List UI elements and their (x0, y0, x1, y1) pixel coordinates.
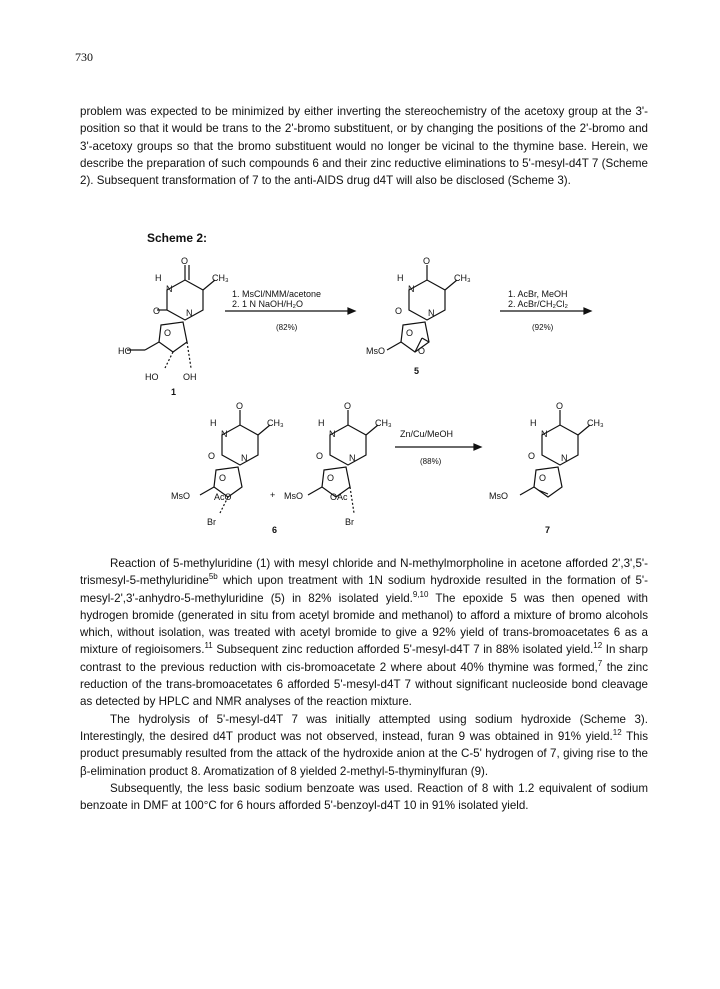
atom-o: O (406, 328, 414, 338)
atom-br: Br (207, 517, 216, 527)
paragraph-benzoate: Subsequently, the less basic sodium benzoate was used. Reaction of 8 with 1.2 equivalent of sodium benzoate in DMF at 100°C for 6 hours afforded 5'-benzoyl-d4T 10 in 91% isolated yield. (80, 781, 648, 813)
atom-h: H (530, 418, 537, 428)
compound-label-6: 6 (272, 525, 278, 535)
atom-mso: MsO (284, 491, 303, 501)
compound-label-1: 1 (171, 387, 177, 397)
step1-reagent-2: 2. 1 N NaOH/H₂O (232, 299, 304, 309)
atom-o: O (153, 306, 161, 316)
atom-o: O (327, 473, 335, 483)
atom-mso: MsO (366, 346, 385, 356)
compound-1-structure (127, 265, 215, 368)
atom-h: H (210, 418, 217, 428)
atom-n: N (561, 453, 568, 463)
atom-o: O (181, 256, 189, 266)
atom-n: N (408, 284, 415, 294)
intro-text: problem was expected to be minimized by either inverting the stereochemistry of the acetoxy group at the 3'-position so that it would be trans to the 2'-bromo substituent, or by changing the positions of the 2'-bromo and 3'-acetoxy groups so that the bromo substituent would no longer be vicinal to the thymine base. Herein, we describe the preparation of such compounds 6 and their zinc reductive eliminations to 5'-mesyl-d4T 7 (Scheme 2). Subsequent transformation of 7 to the anti-AIDS drug d4T will also be disclosed (Scheme 3). (80, 105, 648, 188)
compound-label-5: 5 (414, 366, 420, 376)
atom-n: N (541, 429, 548, 439)
compound-label-7: 7 (545, 525, 551, 535)
atom-n: N (221, 429, 228, 439)
atom-br: Br (345, 517, 354, 527)
atom-h: H (318, 418, 325, 428)
atom-n: N (428, 308, 435, 318)
atom-ch3: CH₃ (454, 273, 471, 283)
atom-oac: OAc (330, 492, 348, 502)
step1-reagent-1: 1. MsCl/NMM/acetone (232, 289, 322, 299)
atom-o: O (418, 346, 426, 356)
atom-n: N (329, 429, 336, 439)
atom-o: O (219, 473, 227, 483)
atom-h: H (155, 273, 162, 283)
atom-ho: HO (145, 372, 159, 382)
step2-reagent-2: 2. AcBr/CH₂Cl₂ (508, 299, 568, 309)
body-text (80, 555, 648, 814)
scheme-2-diagram (0, 250, 720, 535)
step2-yield: (92%) (532, 323, 554, 332)
atom-o: O (423, 256, 431, 266)
atom-n: N (186, 308, 193, 318)
atom-ch3: CH₃ (587, 418, 604, 428)
atom-ch3: CH₃ (375, 418, 392, 428)
paragraph-hydrolysis: The hydrolysis of 5'-mesyl-d4T 7 was initially attempted using sodium hydroxide (Scheme 3). Interestingly, the desired d4T product was not observed, instead, furan 9 was obtained in 91% yield.$^{12}$ This product presumably resulted from the attack of the hydroxide anion at the C-5' hydrogen of 7, giving rise to the β-elimination product 8. Aromatization of 8 yielded 2-methyl-5-thyminylfuran (9). (80, 712, 648, 778)
intro-paragraph (80, 103, 648, 189)
atom-h: H (397, 273, 404, 283)
atom-ho: HO (118, 346, 132, 356)
atom-oh: OH (183, 372, 197, 382)
atom-ch3: CH₃ (212, 273, 229, 283)
step1-yield: (82%) (276, 323, 298, 332)
atom-ch3: CH₃ (267, 418, 284, 428)
step3-reagent: Zn/Cu/MeOH (400, 429, 454, 439)
atom-o: O (539, 473, 547, 483)
scheme-title: Scheme 2: (147, 231, 208, 245)
atom-n: N (166, 284, 173, 294)
atom-o: O (556, 401, 564, 411)
plus-sign: + (270, 490, 276, 500)
atom-n: N (349, 453, 356, 463)
atom-n: N (241, 453, 248, 463)
page-number: 730 (75, 50, 93, 64)
atom-o: O (236, 401, 244, 411)
atom-o: O (344, 401, 352, 411)
paragraph-reaction: Reaction of 5-methyluridine (1) with mesyl chloride and N-methylmorpholine in acetone afforded 2',3',5'-trismesyl-5-methyluridine$^{5b}$ which upon treatment with 1N sodium hydroxide resulted in the formation of 5'-mesyl-2',3'-anhydro-5-methyluridine (5) in 82% isolated yield.$^{9,10}$ The epoxide 5 was then opened with hydrogen bromide (generated in situ from acetyl bromide and methanol) to afford a mixture of bromo alcohols which, without isolation, was treated with acetyl bromide to give a 92% yield of trans-bromoacetates 6 as a mixture of regioisomers.$^{11}$ Subsequent zinc reduction afforded 5'-mesyl-d4T 7 in 88% isolated yield.$^{12}$ In sharp contrast to the previous reduction with cis-bromoacetate 2 where about 40% thymine was formed,$^7$ the zinc reduction of the trans-bromoacetates 6 afforded 5'-mesyl-d4T 7 without significant nucleoside bond cleavage as detected by HPLC and NMR analyses of the reaction mixture. (80, 557, 648, 709)
atom-o: O (316, 451, 324, 461)
atom-mso: MsO (489, 491, 508, 501)
atom-o: O (528, 451, 536, 461)
atom-aco: AcO (214, 492, 232, 502)
step2-reagent-1: 1. AcBr, MeOH (508, 289, 568, 299)
atom-o: O (395, 306, 403, 316)
step3-yield: (88%) (420, 457, 442, 466)
atom-o: O (208, 451, 216, 461)
atom-o: O (164, 328, 172, 338)
atom-mso: MsO (171, 491, 190, 501)
